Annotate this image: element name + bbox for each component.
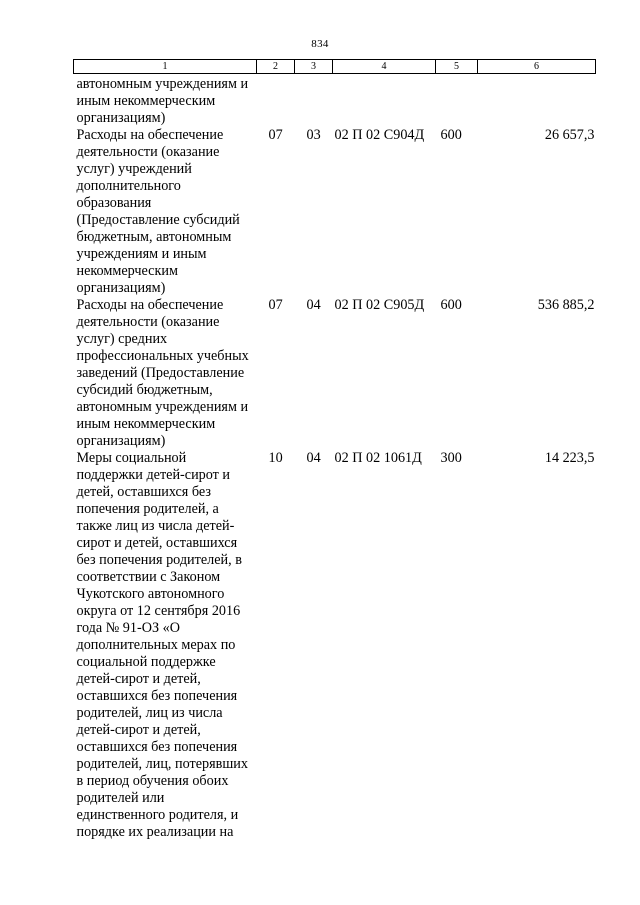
row-target-code: 02 П 02 С904Д [334, 127, 425, 143]
row-name: автономным учреждениям и иным некоммерческим организациям) [76, 76, 249, 126]
header-col-2: 2 [257, 60, 295, 74]
header-col-5: 5 [436, 60, 478, 74]
header-col-4: 4 [333, 60, 436, 74]
row-expense-type [436, 74, 478, 128]
row-name: Меры социальной поддержки детей-сирот и детей, оставшихся без попечения родителей, а также лиц из числа детей- сирот и детей, оставшихся без попечения родителей, в соответствии с Законом Чукотского автономного округа от 12 сентября 2016 года № 91-ОЗ «О дополнительных мерах по социальной поддержке детей-сирот и детей, оставшихся без попечения родителей, лиц из числа детей-сирот и детей, оставшихся без попечения родителей, лиц, потерявших в период обучения обоих родителей или единственного родителя, и порядке их реализации на [76, 450, 248, 840]
header-col-3: 3 [295, 60, 333, 74]
row-amount [478, 74, 596, 128]
row-amount: 14 223,5 [544, 450, 595, 466]
header-col-6: 6 [478, 60, 596, 74]
row-expense-type: 300 [440, 450, 462, 466]
row-section: 07 [268, 127, 283, 143]
budget-table [73, 59, 596, 841]
row-section: 07 [268, 297, 283, 313]
row-amount: 26 657,3 [544, 127, 595, 143]
row-section: 10 [268, 450, 283, 466]
row-expense-type: 600 [440, 297, 462, 313]
row-target-code [333, 74, 436, 128]
row-expense-type: 600 [440, 127, 462, 143]
row-subsection: 04 [306, 297, 321, 313]
row-section [257, 74, 295, 128]
header-col-1: 1 [74, 60, 257, 74]
row-subsection [295, 74, 333, 128]
table-row [74, 450, 596, 841]
table-row [74, 127, 596, 297]
row-subsection: 03 [306, 127, 321, 143]
page-number: 834 [311, 38, 329, 50]
row-name: Расходы на обеспечение деятельности (оказание услуг) учреждений дополнительного образования (Предоставление субсидий бюджетным, автономным учреждениям и иным некоммерческим организациям) [76, 127, 240, 296]
table-row [74, 74, 596, 128]
table-row [74, 297, 596, 450]
row-subsection: 04 [306, 450, 321, 466]
header-row [74, 60, 596, 74]
row-target-code: 02 П 02 1061Д [334, 450, 422, 466]
row-target-code: 02 П 02 С905Д [334, 297, 425, 313]
row-name: Расходы на обеспечение деятельности (оказание услуг) средних профессиональных учебных заведений (Предоставление субсидий бюджетным, автономным учреждениям и иным некоммерческим организациям) [76, 297, 249, 449]
row-amount: 536 885,2 [537, 297, 595, 313]
